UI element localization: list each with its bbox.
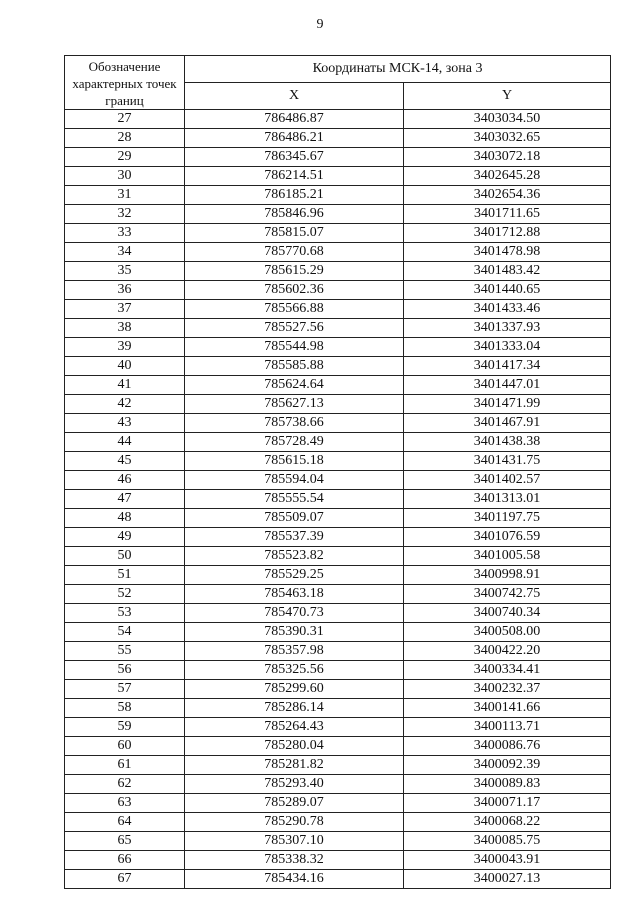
point-id-cell: 61 xyxy=(65,756,185,775)
point-id-cell: 58 xyxy=(65,699,185,718)
y-coordinate-cell: 3400334.41 xyxy=(404,661,611,680)
x-coordinate-cell: 785280.04 xyxy=(185,737,404,756)
table-row xyxy=(65,433,611,452)
y-coordinate-cell: 3400071.17 xyxy=(404,794,611,813)
x-coordinate-cell: 785325.56 xyxy=(185,661,404,680)
point-id-cell: 40 xyxy=(65,357,185,376)
y-coordinate-cell: 3400113.71 xyxy=(404,718,611,737)
point-id-cell: 33 xyxy=(65,224,185,243)
table-row xyxy=(65,357,611,376)
point-id-cell: 34 xyxy=(65,243,185,262)
y-coordinate-cell: 3401402.57 xyxy=(404,471,611,490)
table-row xyxy=(65,224,611,243)
x-coordinate-cell: 786214.51 xyxy=(185,167,404,186)
y-coordinate-cell: 3401337.93 xyxy=(404,319,611,338)
y-coordinate-cell: 3400422.20 xyxy=(404,642,611,661)
table-row xyxy=(65,167,611,186)
point-id-cell: 48 xyxy=(65,509,185,528)
table-row xyxy=(65,490,611,509)
y-coordinate-cell: 3400085.75 xyxy=(404,832,611,851)
point-id-cell: 52 xyxy=(65,585,185,604)
coordinates-table-header xyxy=(65,56,611,110)
x-coordinate-cell: 785585.88 xyxy=(185,357,404,376)
y-coordinate-cell: 3401333.04 xyxy=(404,338,611,357)
y-coordinate-cell: 3401711.65 xyxy=(404,205,611,224)
point-id-cell: 42 xyxy=(65,395,185,414)
table-row xyxy=(65,680,611,699)
y-coordinate-cell: 3400086.76 xyxy=(404,737,611,756)
table-row xyxy=(65,148,611,167)
point-id-cell: 35 xyxy=(65,262,185,281)
point-id-cell: 57 xyxy=(65,680,185,699)
y-coordinate-cell: 3403072.18 xyxy=(404,148,611,167)
table-row xyxy=(65,623,611,642)
y-coordinate-cell: 3401467.91 xyxy=(404,414,611,433)
table-row xyxy=(65,110,611,129)
y-coordinate-cell: 3400232.37 xyxy=(404,680,611,699)
point-id-cell: 50 xyxy=(65,547,185,566)
x-coordinate-cell: 785728.49 xyxy=(185,433,404,452)
x-coordinate-cell: 785293.40 xyxy=(185,775,404,794)
x-coordinate-cell: 785463.18 xyxy=(185,585,404,604)
x-coordinate-cell: 785434.16 xyxy=(185,870,404,889)
x-column-header: X xyxy=(185,83,404,110)
x-coordinate-cell: 785566.88 xyxy=(185,300,404,319)
y-coordinate-cell: 3401433.46 xyxy=(404,300,611,319)
x-coordinate-cell: 785555.54 xyxy=(185,490,404,509)
y-coordinate-cell: 3402654.36 xyxy=(404,186,611,205)
coordinate-system-header: Координаты МСК-14, зона 3 xyxy=(185,56,611,83)
table-row xyxy=(65,452,611,471)
x-coordinate-cell: 785627.13 xyxy=(185,395,404,414)
table-row xyxy=(65,566,611,585)
table-row xyxy=(65,262,611,281)
point-id-cell: 27 xyxy=(65,110,185,129)
table-row xyxy=(65,699,611,718)
point-id-cell: 39 xyxy=(65,338,185,357)
table-row xyxy=(65,718,611,737)
header-row-group xyxy=(65,56,611,83)
table-row xyxy=(65,737,611,756)
table-row xyxy=(65,509,611,528)
table-row xyxy=(65,870,611,889)
point-id-cell: 64 xyxy=(65,813,185,832)
x-coordinate-cell: 785615.18 xyxy=(185,452,404,471)
y-column-header: Y xyxy=(404,83,611,110)
table-row xyxy=(65,319,611,338)
point-id-cell: 30 xyxy=(65,167,185,186)
point-id-cell: 32 xyxy=(65,205,185,224)
point-id-cell: 53 xyxy=(65,604,185,623)
point-id-cell: 46 xyxy=(65,471,185,490)
table-row xyxy=(65,794,611,813)
point-id-cell: 36 xyxy=(65,281,185,300)
point-id-cell: 37 xyxy=(65,300,185,319)
x-coordinate-cell: 785544.98 xyxy=(185,338,404,357)
table-row xyxy=(65,471,611,490)
x-coordinate-cell: 785615.29 xyxy=(185,262,404,281)
table-row xyxy=(65,813,611,832)
x-coordinate-cell: 785529.25 xyxy=(185,566,404,585)
x-coordinate-cell: 785299.60 xyxy=(185,680,404,699)
x-coordinate-cell: 785537.39 xyxy=(185,528,404,547)
point-id-cell: 54 xyxy=(65,623,185,642)
y-coordinate-cell: 3401076.59 xyxy=(404,528,611,547)
point-id-cell: 41 xyxy=(65,376,185,395)
y-coordinate-cell: 3401197.75 xyxy=(404,509,611,528)
y-coordinate-cell: 3400092.39 xyxy=(404,756,611,775)
x-coordinate-cell: 785523.82 xyxy=(185,547,404,566)
y-coordinate-cell: 3400508.00 xyxy=(404,623,611,642)
point-id-cell: 45 xyxy=(65,452,185,471)
point-id-cell: 43 xyxy=(65,414,185,433)
point-id-cell: 62 xyxy=(65,775,185,794)
table-row xyxy=(65,775,611,794)
x-coordinate-cell: 785594.04 xyxy=(185,471,404,490)
y-coordinate-cell: 3401417.34 xyxy=(404,357,611,376)
x-coordinate-cell: 785281.82 xyxy=(185,756,404,775)
table-row xyxy=(65,338,611,357)
x-coordinate-cell: 785509.07 xyxy=(185,509,404,528)
table-row xyxy=(65,528,611,547)
x-coordinate-cell: 785286.14 xyxy=(185,699,404,718)
x-coordinate-cell: 785470.73 xyxy=(185,604,404,623)
point-id-cell: 55 xyxy=(65,642,185,661)
x-coordinate-cell: 785770.68 xyxy=(185,243,404,262)
table-row xyxy=(65,604,611,623)
point-id-cell: 29 xyxy=(65,148,185,167)
x-coordinate-cell: 786185.21 xyxy=(185,186,404,205)
x-coordinate-cell: 785307.10 xyxy=(185,832,404,851)
table-row xyxy=(65,414,611,433)
y-coordinate-cell: 3401005.58 xyxy=(404,547,611,566)
point-id-cell: 38 xyxy=(65,319,185,338)
x-coordinate-cell: 786345.67 xyxy=(185,148,404,167)
y-coordinate-cell: 3401471.99 xyxy=(404,395,611,414)
y-coordinate-cell: 3401712.88 xyxy=(404,224,611,243)
y-coordinate-cell: 3400740.34 xyxy=(404,604,611,623)
y-coordinate-cell: 3402645.28 xyxy=(404,167,611,186)
table-row xyxy=(65,186,611,205)
table-row xyxy=(65,832,611,851)
point-id-cell: 51 xyxy=(65,566,185,585)
table-row xyxy=(65,642,611,661)
point-id-cell: 31 xyxy=(65,186,185,205)
table-row xyxy=(65,129,611,148)
point-id-cell: 59 xyxy=(65,718,185,737)
coordinates-table-body xyxy=(65,110,611,889)
point-designation-header: Обозначение характерных точек границ xyxy=(65,56,185,110)
x-coordinate-cell: 786486.21 xyxy=(185,129,404,148)
table-row xyxy=(65,300,611,319)
x-coordinate-cell: 785738.66 xyxy=(185,414,404,433)
y-coordinate-cell: 3401438.38 xyxy=(404,433,611,452)
table-row xyxy=(65,376,611,395)
y-coordinate-cell: 3400068.22 xyxy=(404,813,611,832)
x-coordinate-cell: 785602.36 xyxy=(185,281,404,300)
point-id-cell: 66 xyxy=(65,851,185,870)
point-id-cell: 28 xyxy=(65,129,185,148)
y-coordinate-cell: 3401431.75 xyxy=(404,452,611,471)
point-id-cell: 67 xyxy=(65,870,185,889)
y-coordinate-cell: 3400089.83 xyxy=(404,775,611,794)
x-coordinate-cell: 786486.87 xyxy=(185,110,404,129)
x-coordinate-cell: 785289.07 xyxy=(185,794,404,813)
x-coordinate-cell: 785290.78 xyxy=(185,813,404,832)
point-id-cell: 63 xyxy=(65,794,185,813)
table-row xyxy=(65,205,611,224)
y-coordinate-cell: 3400742.75 xyxy=(404,585,611,604)
table-row xyxy=(65,281,611,300)
x-coordinate-cell: 785624.64 xyxy=(185,376,404,395)
y-coordinate-cell: 3401313.01 xyxy=(404,490,611,509)
table-row xyxy=(65,395,611,414)
y-coordinate-cell: 3400141.66 xyxy=(404,699,611,718)
point-id-cell: 56 xyxy=(65,661,185,680)
point-id-cell: 60 xyxy=(65,737,185,756)
y-coordinate-cell: 3403034.50 xyxy=(404,110,611,129)
table-row xyxy=(65,756,611,775)
page-number: 9 xyxy=(316,17,324,32)
table-row xyxy=(65,851,611,870)
x-coordinate-cell: 785264.43 xyxy=(185,718,404,737)
y-coordinate-cell: 3400043.91 xyxy=(404,851,611,870)
y-coordinate-cell: 3403032.65 xyxy=(404,129,611,148)
x-coordinate-cell: 785527.56 xyxy=(185,319,404,338)
x-coordinate-cell: 785815.07 xyxy=(185,224,404,243)
x-coordinate-cell: 785846.96 xyxy=(185,205,404,224)
table-row xyxy=(65,243,611,262)
point-id-cell: 49 xyxy=(65,528,185,547)
y-coordinate-cell: 3400027.13 xyxy=(404,870,611,889)
table-row xyxy=(65,585,611,604)
y-coordinate-cell: 3401440.65 xyxy=(404,281,611,300)
point-id-cell: 44 xyxy=(65,433,185,452)
y-coordinate-cell: 3401483.42 xyxy=(404,262,611,281)
table-row xyxy=(65,661,611,680)
y-coordinate-cell: 3401478.98 xyxy=(404,243,611,262)
point-id-cell: 65 xyxy=(65,832,185,851)
y-coordinate-cell: 3401447.01 xyxy=(404,376,611,395)
y-coordinate-cell: 3400998.91 xyxy=(404,566,611,585)
x-coordinate-cell: 785390.31 xyxy=(185,623,404,642)
table-row xyxy=(65,547,611,566)
x-coordinate-cell: 785338.32 xyxy=(185,851,404,870)
point-id-cell: 47 xyxy=(65,490,185,509)
coordinates-table xyxy=(64,55,611,889)
x-coordinate-cell: 785357.98 xyxy=(185,642,404,661)
